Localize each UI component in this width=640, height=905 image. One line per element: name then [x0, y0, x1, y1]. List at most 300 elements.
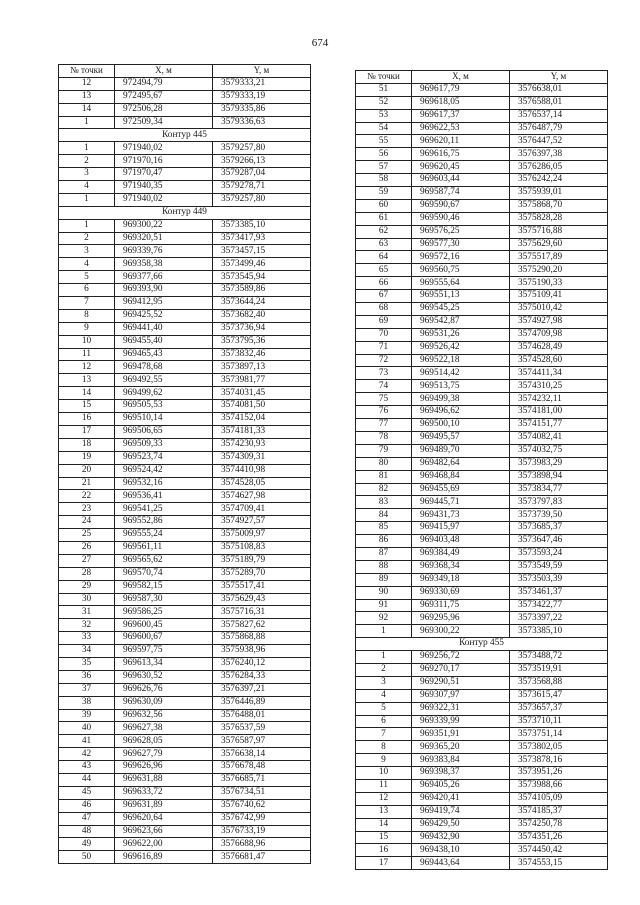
y-coordinate-cell: 3573951,26 — [510, 767, 608, 780]
x-coordinate-cell: 969425,52 — [115, 309, 213, 322]
point-number-cell: 30 — [59, 593, 115, 606]
point-number-cell: 66 — [356, 277, 412, 290]
point-number-cell: 1 — [59, 219, 115, 232]
y-coordinate-cell: 3574250,78 — [510, 818, 608, 831]
table-row — [59, 503, 311, 516]
y-coordinate-cell: 3576240,12 — [213, 657, 311, 670]
x-coordinate-cell: 969500,10 — [412, 419, 510, 432]
y-coordinate-cell: 3575716,31 — [213, 606, 311, 619]
y-coordinate-cell: 3579333,21 — [213, 77, 311, 90]
y-coordinate-cell: 3574450,42 — [510, 844, 608, 857]
point-number-cell: 65 — [356, 264, 412, 277]
x-coordinate-cell: 969415,97 — [412, 522, 510, 535]
table-row — [356, 857, 608, 870]
x-coordinate-cell: 969455,69 — [412, 483, 510, 496]
x-coordinate-cell: 969330,69 — [412, 586, 510, 599]
point-number-cell: 61 — [356, 212, 412, 225]
y-coordinate-cell: 3576638,01 — [510, 83, 608, 96]
point-number-cell: 64 — [356, 251, 412, 264]
point-number-cell: 68 — [356, 303, 412, 316]
x-coordinate-cell: 969590,67 — [412, 199, 510, 212]
table-row — [59, 413, 311, 426]
y-coordinate-cell: 3576286,05 — [510, 161, 608, 174]
x-coordinate-cell: 969412,95 — [115, 297, 213, 310]
x-coordinate-cell: 969403,48 — [412, 535, 510, 548]
y-coordinate-cell: 3573549,59 — [510, 560, 608, 573]
y-coordinate-cell: 3573739,50 — [510, 509, 608, 522]
point-number-cell: 6 — [59, 284, 115, 297]
table-row — [356, 148, 608, 161]
x-coordinate-cell: 969438,10 — [412, 844, 510, 857]
table-row — [356, 109, 608, 122]
table-row — [356, 625, 608, 638]
y-coordinate-cell: 3574927,57 — [213, 516, 311, 529]
point-number-cell: 84 — [356, 509, 412, 522]
x-coordinate-cell: 969524,42 — [115, 464, 213, 477]
table-row — [356, 380, 608, 393]
x-coordinate-cell: 969620,45 — [412, 161, 510, 174]
point-number-cell: 5 — [356, 702, 412, 715]
y-coordinate-cell: 3576537,14 — [510, 109, 608, 122]
y-coordinate-cell: 3573981,77 — [213, 374, 311, 387]
point-number-cell: 83 — [356, 496, 412, 509]
y-coordinate-cell: 3574927,98 — [510, 315, 608, 328]
x-coordinate-cell: 969626,76 — [115, 683, 213, 696]
x-coordinate-cell: 969552,86 — [115, 516, 213, 529]
point-number-cell: 35 — [59, 657, 115, 670]
y-coordinate-cell: 3576242,24 — [510, 174, 608, 187]
x-coordinate-cell: 969377,66 — [115, 271, 213, 284]
table-row — [356, 676, 608, 689]
point-number-cell: 71 — [356, 341, 412, 354]
y-coordinate-cell: 3573751,14 — [510, 728, 608, 741]
y-coordinate-cell: 3574628,49 — [510, 341, 608, 354]
table-row — [356, 560, 608, 573]
table-row — [59, 529, 311, 542]
y-coordinate-cell: 3575289,70 — [213, 567, 311, 580]
point-number-cell: 86 — [356, 535, 412, 548]
x-coordinate-cell: 969489,70 — [412, 444, 510, 457]
point-number-cell: 32 — [59, 619, 115, 632]
point-number-cell: 1 — [356, 625, 412, 638]
y-coordinate-cell: 3573385,10 — [213, 219, 311, 232]
y-coordinate-cell: 3576685,71 — [213, 773, 311, 786]
x-coordinate-cell: 971970,47 — [115, 168, 213, 181]
x-coordinate-cell: 969432,90 — [412, 831, 510, 844]
point-number-cell: 12 — [59, 361, 115, 374]
point-number-cell: 49 — [59, 838, 115, 851]
x-coordinate-cell: 969630,52 — [115, 670, 213, 683]
table-row — [59, 155, 311, 168]
table-row — [59, 322, 311, 335]
x-coordinate-cell: 969290,51 — [412, 676, 510, 689]
x-coordinate-cell: 969339,76 — [115, 245, 213, 258]
table-row — [59, 400, 311, 413]
point-number-cell: 82 — [356, 483, 412, 496]
point-number-cell: 54 — [356, 122, 412, 135]
x-coordinate-cell: 969349,18 — [412, 573, 510, 586]
contour-title: Контур 445 — [59, 129, 311, 142]
y-coordinate-cell: 3573385,10 — [510, 625, 608, 638]
point-number-cell: 34 — [59, 645, 115, 658]
table-row — [356, 779, 608, 792]
x-coordinate-cell: 969365,20 — [412, 741, 510, 754]
y-coordinate-cell: 3576587,97 — [213, 735, 311, 748]
point-number-cell: 5 — [59, 271, 115, 284]
table-row — [59, 181, 311, 194]
x-coordinate-cell: 969603,44 — [412, 174, 510, 187]
y-coordinate-cell: 3573545,94 — [213, 271, 311, 284]
y-coordinate-cell: 3576638,14 — [213, 748, 311, 761]
y-coordinate-cell: 3573503,39 — [510, 573, 608, 586]
y-coordinate-cell: 3573797,83 — [510, 496, 608, 509]
x-coordinate-cell: 969509,33 — [115, 438, 213, 451]
point-number-cell: 2 — [59, 232, 115, 245]
table-row — [59, 438, 311, 451]
y-coordinate-cell: 3573488,72 — [510, 651, 608, 664]
x-coordinate-cell: 969616,89 — [115, 851, 213, 864]
x-coordinate-cell: 969358,38 — [115, 258, 213, 271]
table-row — [356, 547, 608, 560]
point-number-cell: 1 — [59, 116, 115, 129]
table-row — [356, 509, 608, 522]
x-coordinate-cell: 969630,09 — [115, 696, 213, 709]
table-row — [356, 754, 608, 767]
table-row — [59, 142, 311, 155]
y-coordinate-cell: 3576740,62 — [213, 799, 311, 812]
table-row — [356, 187, 608, 200]
x-coordinate-cell: 969393,90 — [115, 284, 213, 297]
table-row — [356, 290, 608, 303]
table-row — [356, 470, 608, 483]
y-coordinate-cell: 3575517,89 — [510, 251, 608, 264]
table-row — [59, 825, 311, 838]
y-coordinate-cell: 3576733,19 — [213, 825, 311, 838]
table-row — [59, 258, 311, 271]
point-number-cell: 19 — [59, 451, 115, 464]
y-coordinate-cell: 3575716,88 — [510, 225, 608, 238]
table-header-row — [356, 71, 608, 84]
y-coordinate-cell: 3579333,19 — [213, 90, 311, 103]
table-row — [59, 245, 311, 258]
x-coordinate-cell: 969510,14 — [115, 413, 213, 426]
y-coordinate-cell: 3574709,41 — [213, 503, 311, 516]
point-number-cell: 4 — [356, 689, 412, 702]
y-coordinate-cell: 3575938,96 — [213, 645, 311, 658]
point-number-cell: 60 — [356, 199, 412, 212]
y-coordinate-cell: 3574310,25 — [510, 380, 608, 393]
y-coordinate-cell: 3573422,77 — [510, 599, 608, 612]
table-row — [356, 135, 608, 148]
point-number-cell: 52 — [356, 96, 412, 109]
x-coordinate-cell: 969597,75 — [115, 645, 213, 658]
point-number-cell: 92 — [356, 612, 412, 625]
table-row — [59, 168, 311, 181]
x-coordinate-cell: 971940,02 — [115, 193, 213, 206]
y-coordinate-cell: 3574031,45 — [213, 387, 311, 400]
x-coordinate-cell: 969627,79 — [115, 748, 213, 761]
y-coordinate-cell: 3573898,94 — [510, 470, 608, 483]
point-number-cell: 22 — [59, 490, 115, 503]
x-coordinate-cell: 969541,25 — [115, 503, 213, 516]
point-number-cell: 42 — [59, 748, 115, 761]
table-row — [59, 490, 311, 503]
point-number-cell: 69 — [356, 315, 412, 328]
x-coordinate-cell: 969531,26 — [412, 328, 510, 341]
table-row — [59, 77, 311, 90]
point-number-cell: 31 — [59, 606, 115, 619]
table-row — [59, 799, 311, 812]
x-coordinate-cell: 969513,75 — [412, 380, 510, 393]
table-row — [356, 831, 608, 844]
point-number-cell: 77 — [356, 419, 412, 432]
point-number-cell: 3 — [59, 168, 115, 181]
point-number-cell: 3 — [59, 245, 115, 258]
point-number-cell: 9 — [59, 322, 115, 335]
table-row — [59, 683, 311, 696]
y-coordinate-cell: 3576688,96 — [213, 838, 311, 851]
x-coordinate-cell: 969631,89 — [115, 799, 213, 812]
x-coordinate-cell: 969628,05 — [115, 735, 213, 748]
y-coordinate-cell: 3573685,37 — [510, 522, 608, 535]
table-row — [59, 773, 311, 786]
point-number-cell: 28 — [59, 567, 115, 580]
page-number: 674 — [311, 37, 329, 49]
x-coordinate-cell: 969627,38 — [115, 722, 213, 735]
point-number-cell: 21 — [59, 477, 115, 490]
table-row — [356, 341, 608, 354]
point-number-cell: 14 — [59, 387, 115, 400]
y-coordinate-cell: 3574411,34 — [510, 367, 608, 380]
x-coordinate-cell: 969626,96 — [115, 761, 213, 774]
y-coordinate-cell: 3574105,09 — [510, 792, 608, 805]
point-number-cell: 1 — [59, 142, 115, 155]
point-number-cell: 43 — [59, 761, 115, 774]
y-coordinate-cell: 3573897,13 — [213, 361, 311, 374]
y-coordinate-cell: 3574709,98 — [510, 328, 608, 341]
x-coordinate-cell: 969542,87 — [412, 315, 510, 328]
y-coordinate-cell: 3573644,24 — [213, 297, 311, 310]
point-number-cell: 1 — [356, 651, 412, 664]
table-row — [59, 90, 311, 103]
contour-title: Контур 455 — [356, 638, 608, 651]
x-coordinate-cell: 969505,53 — [115, 400, 213, 413]
table-row — [356, 767, 608, 780]
point-number-cell: 20 — [59, 464, 115, 477]
x-coordinate-cell: 969320,51 — [115, 232, 213, 245]
table-row — [356, 457, 608, 470]
point-number-cell: 91 — [356, 599, 412, 612]
table-row — [356, 573, 608, 586]
y-coordinate-cell: 3573417,93 — [213, 232, 311, 245]
x-coordinate-cell: 969482,64 — [412, 457, 510, 470]
table-row — [356, 522, 608, 535]
point-number-cell: 41 — [59, 735, 115, 748]
table-row — [356, 715, 608, 728]
x-coordinate-cell: 969492,55 — [115, 374, 213, 387]
y-coordinate-cell: 3575189,79 — [213, 554, 311, 567]
table-row — [59, 657, 311, 670]
point-number-cell: 16 — [356, 844, 412, 857]
table-row — [59, 580, 311, 593]
y-coordinate-cell: 3576397,21 — [213, 683, 311, 696]
y-coordinate-cell: 3573397,22 — [510, 612, 608, 625]
y-coordinate-cell: 3576284,33 — [213, 670, 311, 683]
x-coordinate-cell: 969623,66 — [115, 825, 213, 838]
y-coordinate-cell: 3575108,83 — [213, 541, 311, 554]
header-y: Y, м — [213, 65, 311, 78]
point-number-cell: 7 — [356, 728, 412, 741]
y-coordinate-cell: 3579287,04 — [213, 168, 311, 181]
y-coordinate-cell: 3574528,05 — [213, 477, 311, 490]
table-row — [59, 593, 311, 606]
point-number-cell: 75 — [356, 393, 412, 406]
table-header-row — [59, 65, 311, 78]
point-number-cell: 62 — [356, 225, 412, 238]
point-number-cell: 44 — [59, 773, 115, 786]
point-number-cell: 56 — [356, 148, 412, 161]
table-row — [59, 735, 311, 748]
x-coordinate-cell: 969429,50 — [412, 818, 510, 831]
point-number-cell: 1 — [59, 193, 115, 206]
x-coordinate-cell: 969622,00 — [115, 838, 213, 851]
table-row — [59, 284, 311, 297]
table-row — [59, 606, 311, 619]
table-row — [356, 393, 608, 406]
point-number-cell: 58 — [356, 174, 412, 187]
table-row — [356, 663, 608, 676]
point-number-cell: 36 — [59, 670, 115, 683]
x-coordinate-cell: 969600,45 — [115, 619, 213, 632]
table-row — [356, 535, 608, 548]
point-number-cell: 8 — [356, 741, 412, 754]
y-coordinate-cell: 3575828,28 — [510, 212, 608, 225]
x-coordinate-cell: 969465,43 — [115, 348, 213, 361]
x-coordinate-cell: 969622,53 — [412, 122, 510, 135]
point-number-cell: 9 — [356, 754, 412, 767]
table-row — [356, 303, 608, 316]
table-row — [356, 431, 608, 444]
table-row — [356, 728, 608, 741]
x-coordinate-cell: 969419,74 — [412, 805, 510, 818]
point-number-cell: 24 — [59, 516, 115, 529]
x-coordinate-cell: 969300,22 — [115, 219, 213, 232]
y-coordinate-cell: 3575517,41 — [213, 580, 311, 593]
table-row — [59, 193, 311, 206]
table-row — [356, 805, 608, 818]
point-number-cell: 85 — [356, 522, 412, 535]
x-coordinate-cell: 969351,91 — [412, 728, 510, 741]
point-number-cell: 73 — [356, 367, 412, 380]
x-coordinate-cell: 969616,75 — [412, 148, 510, 161]
x-coordinate-cell: 969445,71 — [412, 496, 510, 509]
x-coordinate-cell: 969586,25 — [115, 606, 213, 619]
x-coordinate-cell: 969576,25 — [412, 225, 510, 238]
table-row — [59, 103, 311, 116]
y-coordinate-cell: 3576537,59 — [213, 722, 311, 735]
table-row — [356, 689, 608, 702]
y-coordinate-cell: 3573802,05 — [510, 741, 608, 754]
table-row — [59, 709, 311, 722]
point-number-cell: 89 — [356, 573, 412, 586]
y-coordinate-cell: 3573682,40 — [213, 309, 311, 322]
table-row — [356, 599, 608, 612]
point-number-cell: 47 — [59, 812, 115, 825]
x-coordinate-cell: 969384,49 — [412, 547, 510, 560]
y-coordinate-cell: 3574032,75 — [510, 444, 608, 457]
table-row — [59, 696, 311, 709]
x-coordinate-cell: 969570,74 — [115, 567, 213, 580]
x-coordinate-cell: 969496,62 — [412, 406, 510, 419]
x-coordinate-cell: 969545,25 — [412, 303, 510, 316]
x-coordinate-cell: 971970,16 — [115, 155, 213, 168]
table-row — [59, 516, 311, 529]
point-number-cell: 90 — [356, 586, 412, 599]
x-coordinate-cell: 969555,24 — [115, 529, 213, 542]
y-coordinate-cell: 3575190,33 — [510, 277, 608, 290]
x-coordinate-cell: 969495,57 — [412, 431, 510, 444]
point-number-cell: 46 — [59, 799, 115, 812]
x-coordinate-cell: 969633,72 — [115, 786, 213, 799]
point-number-cell: 10 — [356, 767, 412, 780]
point-number-cell: 17 — [59, 425, 115, 438]
table-row — [356, 328, 608, 341]
point-number-cell: 23 — [59, 503, 115, 516]
y-coordinate-cell: 3574152,04 — [213, 413, 311, 426]
y-coordinate-cell: 3576681,47 — [213, 851, 311, 864]
point-number-cell: 39 — [59, 709, 115, 722]
y-coordinate-cell: 3573593,24 — [510, 547, 608, 560]
point-number-cell: 3 — [356, 676, 412, 689]
y-coordinate-cell: 3573878,16 — [510, 754, 608, 767]
x-coordinate-cell: 969631,88 — [115, 773, 213, 786]
y-coordinate-cell: 3576447,52 — [510, 135, 608, 148]
y-coordinate-cell: 3576446,89 — [213, 696, 311, 709]
table-row — [59, 387, 311, 400]
x-coordinate-cell: 969577,30 — [412, 238, 510, 251]
table-row — [356, 238, 608, 251]
x-coordinate-cell: 971940,35 — [115, 181, 213, 194]
table-row — [59, 722, 311, 735]
point-number-cell: 51 — [356, 83, 412, 96]
y-coordinate-cell: 3579278,71 — [213, 181, 311, 194]
table-row — [356, 444, 608, 457]
table-row — [356, 702, 608, 715]
y-coordinate-cell: 3576678,48 — [213, 761, 311, 774]
table-row — [356, 612, 608, 625]
table-row — [356, 741, 608, 754]
point-number-cell: 79 — [356, 444, 412, 457]
y-coordinate-cell: 3575629,43 — [213, 593, 311, 606]
point-number-cell: 14 — [356, 818, 412, 831]
table-row — [356, 174, 608, 187]
table-row — [356, 225, 608, 238]
point-number-cell: 12 — [59, 77, 115, 90]
point-number-cell: 29 — [59, 580, 115, 593]
table-row — [356, 199, 608, 212]
point-number-cell: 13 — [59, 90, 115, 103]
x-coordinate-cell: 969420,41 — [412, 792, 510, 805]
contour-heading-row — [59, 206, 311, 219]
x-coordinate-cell: 969536,41 — [115, 490, 213, 503]
table-row — [59, 451, 311, 464]
x-coordinate-cell: 969431,73 — [412, 509, 510, 522]
x-coordinate-cell: 969620,11 — [412, 135, 510, 148]
y-coordinate-cell: 3573988,66 — [510, 779, 608, 792]
y-coordinate-cell: 3573615,47 — [510, 689, 608, 702]
point-number-cell: 12 — [356, 792, 412, 805]
y-coordinate-cell: 3574410,98 — [213, 464, 311, 477]
